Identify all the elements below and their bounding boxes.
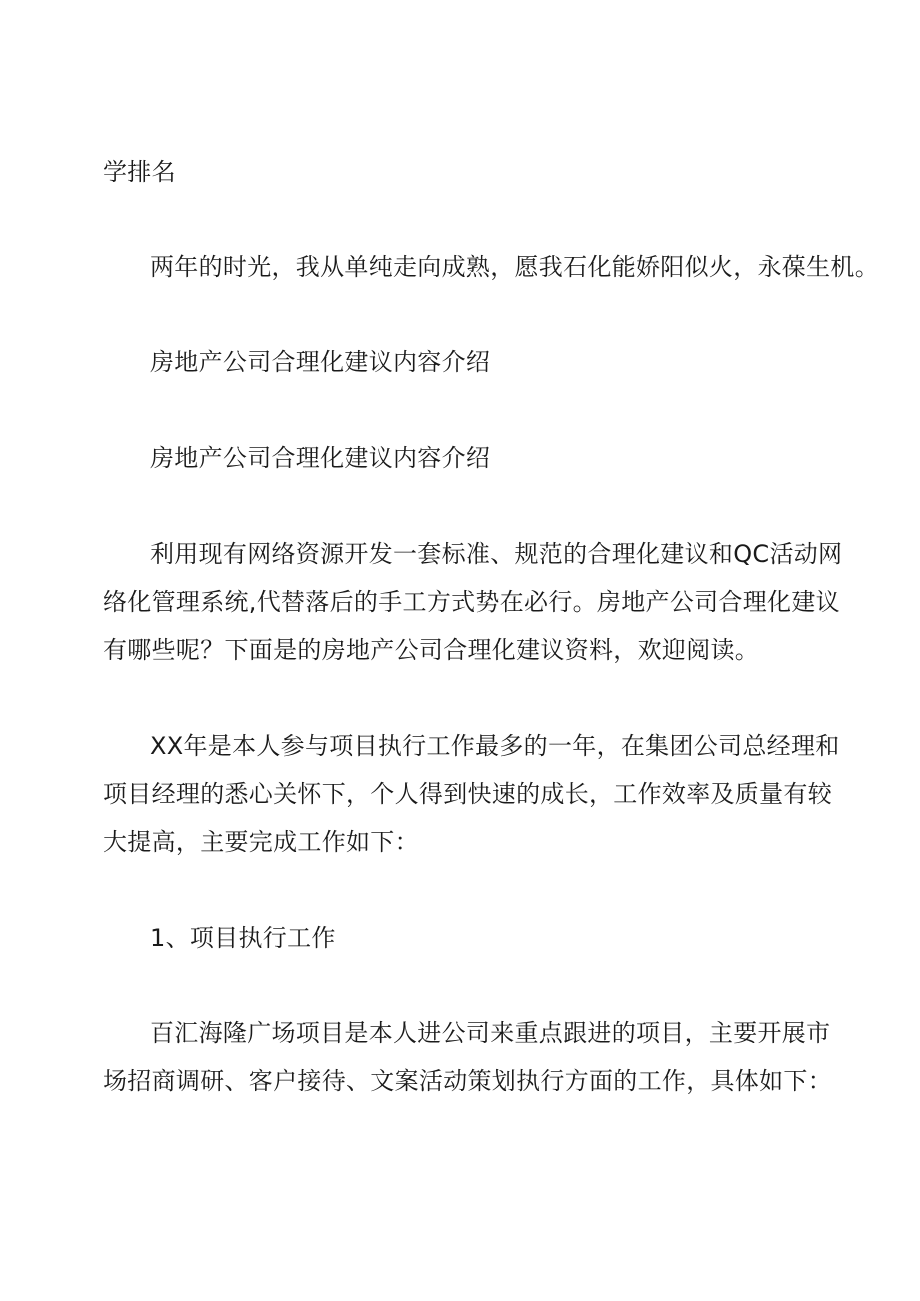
summary-line-3: 大提高，主要完成工作如下： xyxy=(103,828,419,856)
summary-line-2: 项目经理的悉心关怀下，个人得到快速的成长，工作效率及质量有较 xyxy=(103,780,832,808)
intro-line-2: 络化管理系统,代替落后的手工方式势在必行。房地产公司合理化建议 xyxy=(103,588,840,616)
project-line-2: 场招商调研、客户接待、文案活动策划执行方面的工作，具体如下： xyxy=(103,1067,832,1095)
summary-line-1: XX年是本人参与项目执行工作最多的一年，在集团公司总经理和 xyxy=(150,732,840,760)
intro-line-1: 利用现有网络资源开发一套标准、规范的合理化建议和QC活动网 xyxy=(150,540,843,568)
closing-line: 两年的时光，我从单纯走向成熟，愿我石化能娇阳似火，永葆生机。 xyxy=(150,253,879,281)
project-line-1: 百汇海隆广场项目是本人进公司来重点跟进的项目，主要开展市 xyxy=(150,1019,831,1047)
document-title-repeat: 房地产公司合理化建议内容介绍 xyxy=(150,444,491,472)
fragment-heading: 学排名 xyxy=(103,158,176,186)
section-heading: 1、项目执行工作 xyxy=(150,924,336,952)
document-title: 房地产公司合理化建议内容介绍 xyxy=(150,348,491,376)
intro-line-3: 有哪些呢？下面是的房地产公司合理化建议资料，欢迎阅读。 xyxy=(103,636,760,664)
